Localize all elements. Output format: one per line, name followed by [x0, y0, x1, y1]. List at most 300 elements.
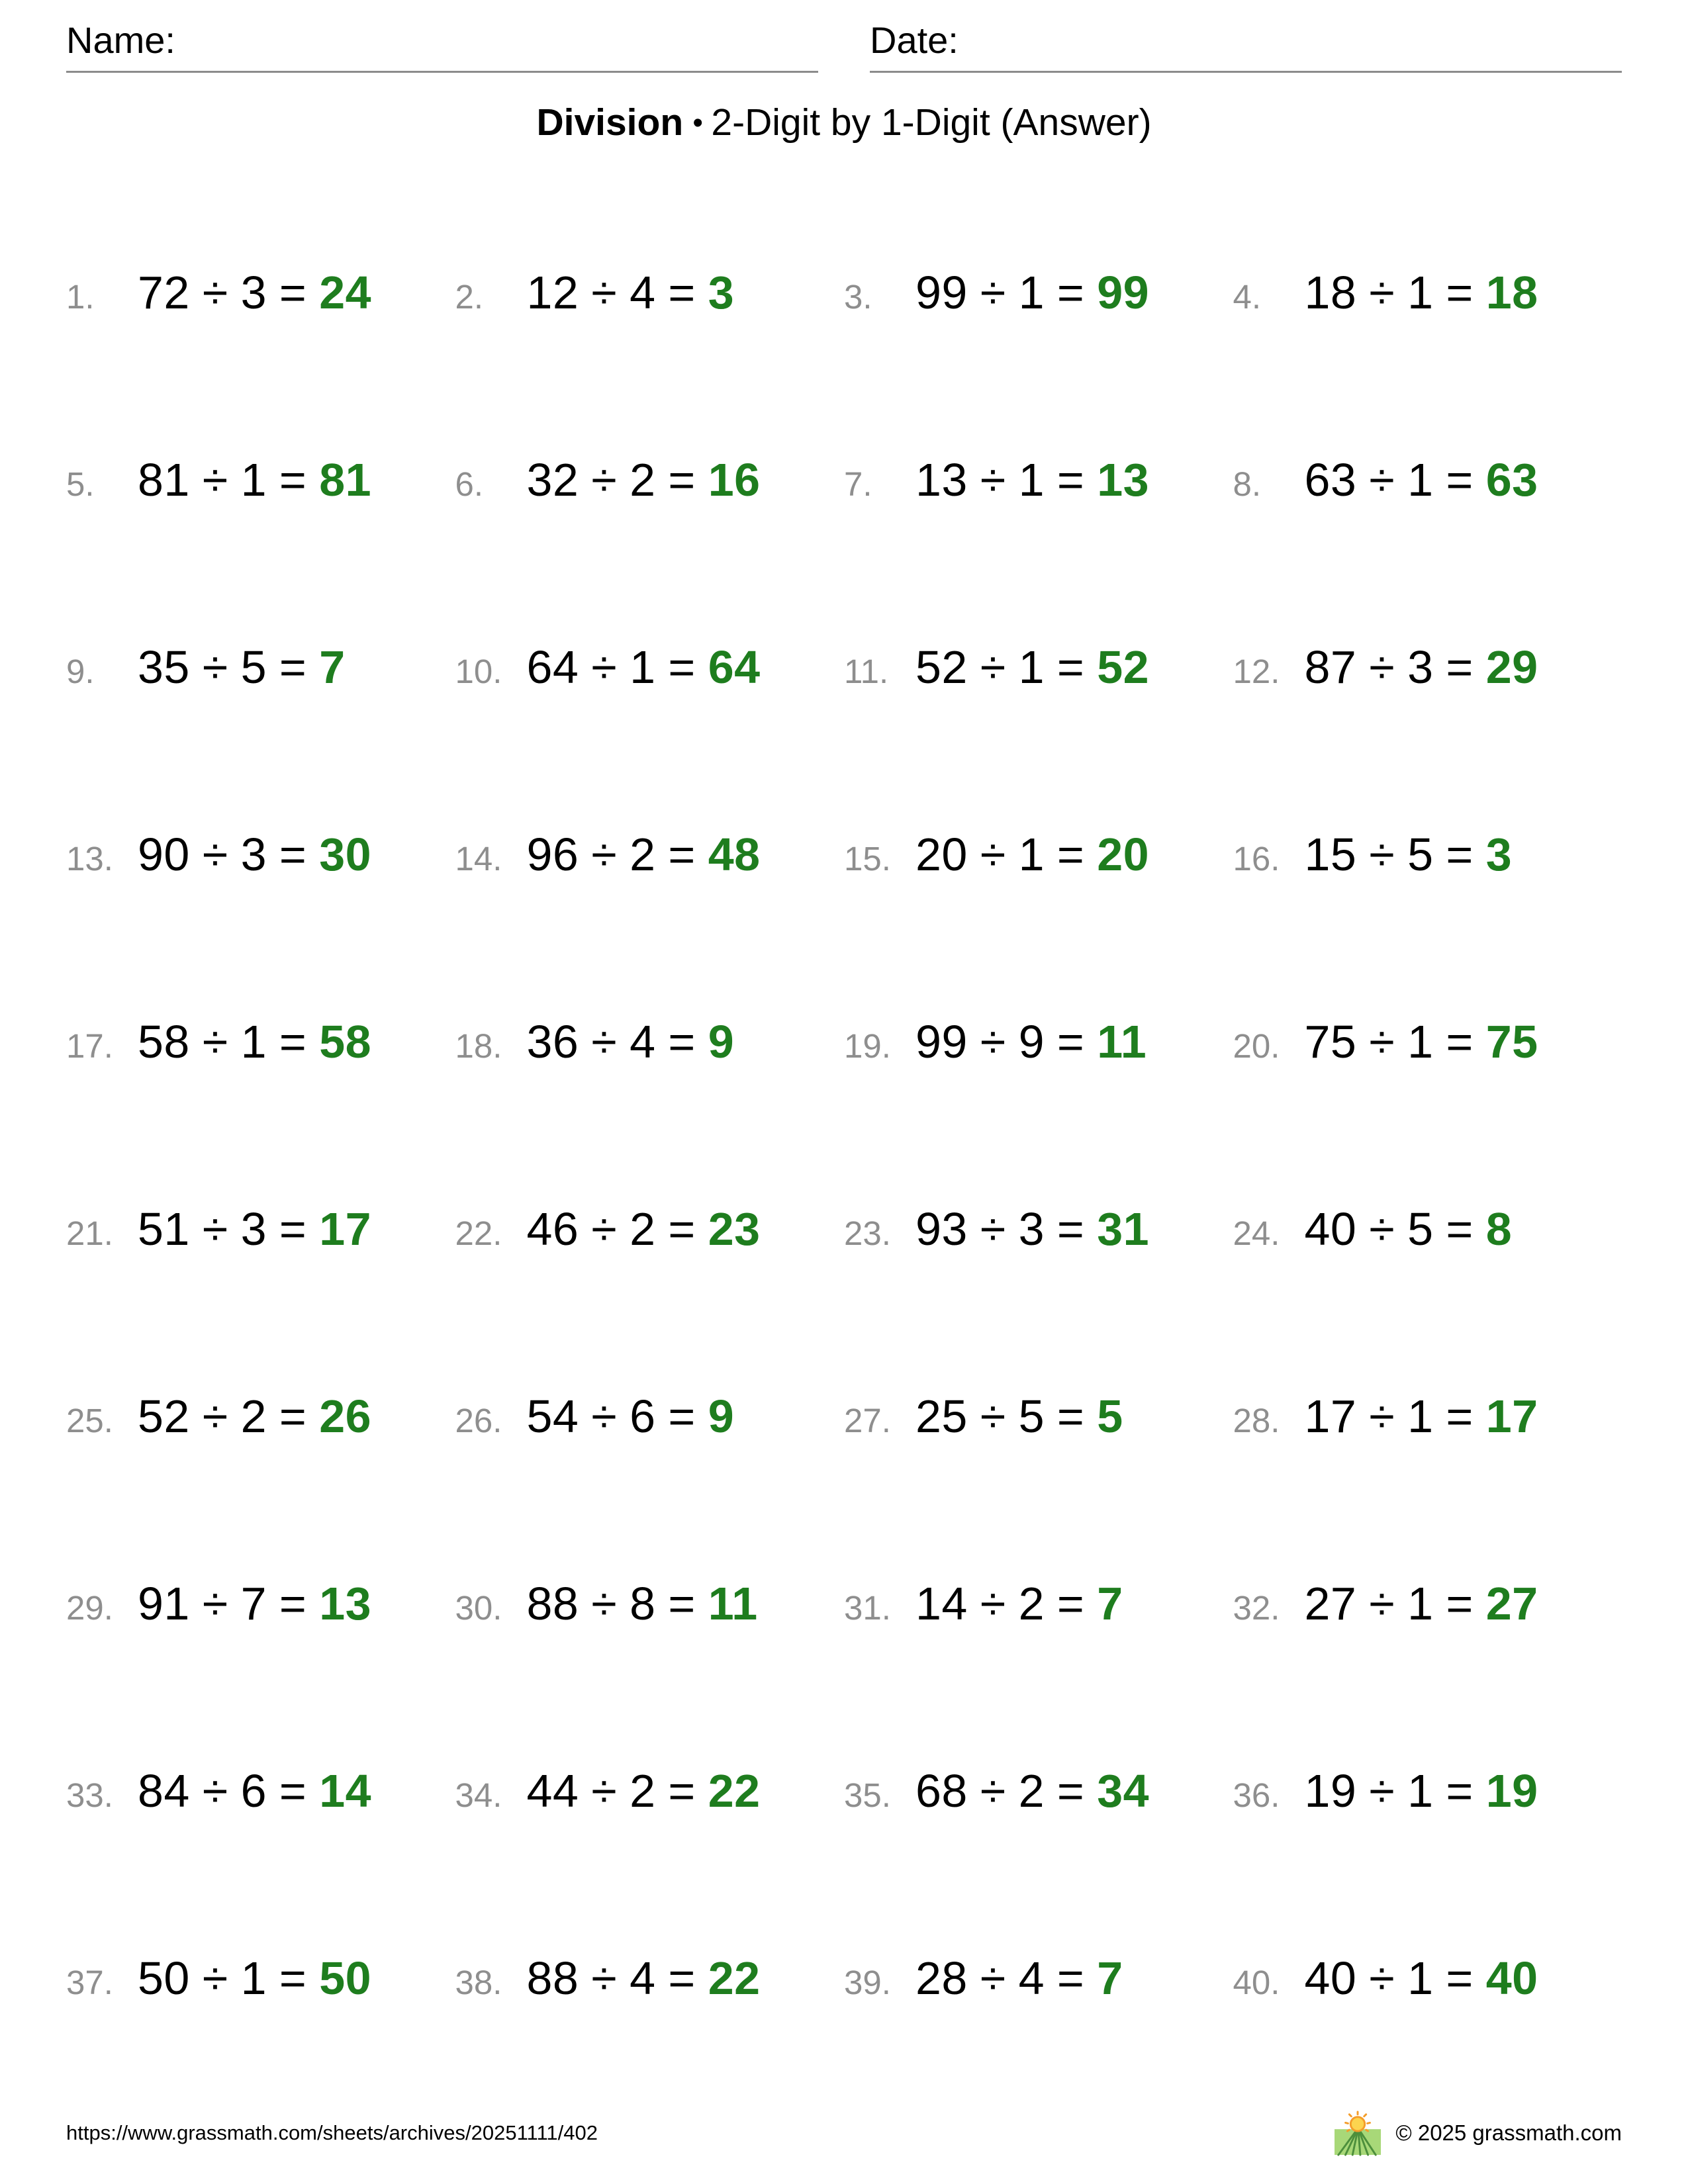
equals-sign: = — [1446, 1952, 1474, 2004]
divide-sign: ÷ — [1369, 1203, 1395, 1255]
problem-equation — [527, 1577, 758, 1630]
equals-sign: = — [1446, 453, 1474, 506]
problem-item — [455, 1015, 845, 1068]
answer: 30 — [319, 828, 372, 880]
equals-sign: = — [668, 1577, 696, 1629]
dividend: 99 — [915, 1015, 968, 1068]
problem-number: 20. — [1233, 1026, 1280, 1065]
answer: 9 — [708, 1390, 735, 1442]
title-main: Division — [536, 101, 684, 144]
header — [66, 19, 1622, 73]
equals-sign: = — [279, 828, 307, 880]
divide-sign: ÷ — [202, 1764, 228, 1817]
divide-sign: ÷ — [1369, 828, 1395, 880]
divisor: 1 — [630, 641, 656, 693]
problem-equation — [527, 1764, 761, 1817]
answer: 16 — [708, 453, 761, 506]
dividend: 44 — [526, 1764, 579, 1817]
problem-equation — [1305, 453, 1538, 506]
problem-equation — [915, 1203, 1149, 1255]
equals-sign: = — [1446, 266, 1474, 318]
divide-sign: ÷ — [980, 1203, 1006, 1255]
date-label: Date: — [870, 19, 959, 61]
problem-item — [844, 1390, 1233, 1443]
problem-number: 38. — [455, 1963, 502, 2001]
answer: 11 — [708, 1577, 758, 1629]
problem-equation — [138, 641, 346, 694]
divide-sign: ÷ — [1369, 1952, 1395, 2004]
divisor: 5 — [240, 641, 267, 693]
answer: 8 — [1485, 1203, 1513, 1255]
divide-sign: ÷ — [1369, 453, 1395, 506]
problem-number: 6. — [455, 465, 484, 503]
equals-sign: = — [1056, 1764, 1085, 1817]
dividend: 51 — [138, 1203, 190, 1255]
equals-sign: = — [668, 453, 696, 506]
divisor: 1 — [1018, 828, 1045, 880]
answer: 22 — [708, 1764, 761, 1817]
divide-sign: ÷ — [202, 266, 228, 318]
equals-sign: = — [1446, 828, 1474, 880]
divisor: 2 — [630, 1203, 656, 1255]
problem-equation — [527, 641, 761, 694]
answer: 40 — [1485, 1952, 1538, 2004]
answer: 50 — [319, 1952, 372, 2004]
divisor: 2 — [630, 828, 656, 880]
dividend: 18 — [1304, 266, 1357, 318]
divide-sign: ÷ — [202, 1390, 228, 1442]
dividend: 52 — [915, 641, 968, 693]
problem-number: 28. — [1233, 1401, 1280, 1439]
answer: 52 — [1097, 641, 1150, 693]
divisor: 6 — [240, 1764, 267, 1817]
dividend: 64 — [526, 641, 579, 693]
dividend: 87 — [1304, 641, 1357, 693]
problem-equation — [527, 266, 735, 319]
problem-equation — [915, 1764, 1149, 1817]
problem-item — [1233, 1952, 1622, 2005]
divide-sign: ÷ — [202, 641, 228, 693]
dividend: 25 — [915, 1390, 968, 1442]
dividend: 46 — [526, 1203, 579, 1255]
answer: 7 — [319, 641, 346, 693]
problem-item — [455, 828, 845, 881]
dividend: 20 — [915, 828, 968, 880]
equals-sign: = — [279, 1952, 307, 2004]
problem-equation — [138, 1390, 371, 1443]
answer: 7 — [1097, 1952, 1123, 2004]
equals-sign: = — [1056, 453, 1085, 506]
equals-sign: = — [279, 641, 307, 693]
answer: 99 — [1097, 266, 1150, 318]
divide-sign: ÷ — [202, 1015, 228, 1068]
problem-equation — [1305, 266, 1538, 319]
problem-number: 25. — [66, 1401, 113, 1439]
problem-item — [1233, 1203, 1622, 1255]
problem-number: 33. — [66, 1776, 113, 1814]
dividend: 88 — [526, 1577, 579, 1629]
answer: 23 — [708, 1203, 761, 1255]
equals-sign: = — [668, 1952, 696, 2004]
problem-number: 3. — [844, 277, 872, 316]
dividend: 93 — [915, 1203, 968, 1255]
problem-equation — [915, 1952, 1123, 2005]
divide-sign: ÷ — [980, 1015, 1006, 1068]
divisor: 4 — [1018, 1952, 1045, 2004]
divisor: 1 — [1407, 1577, 1434, 1629]
problem-item — [1233, 453, 1622, 506]
problem-item — [66, 1577, 455, 1630]
problem-number: 10. — [455, 652, 502, 690]
equals-sign: = — [1446, 1390, 1474, 1442]
divide-sign: ÷ — [980, 1764, 1006, 1817]
copyright-text: © 2025 grassmath.com — [1395, 2120, 1622, 2145]
divide-sign: ÷ — [591, 453, 618, 506]
problem-equation — [527, 1390, 735, 1443]
dividend: 81 — [138, 453, 190, 506]
problem-item — [844, 453, 1233, 506]
dividend: 36 — [526, 1015, 579, 1068]
answer: 11 — [1097, 1015, 1147, 1068]
answer: 17 — [1485, 1390, 1538, 1442]
divisor: 4 — [630, 1952, 656, 2004]
footer-url: https://www.grassmath.com/sheets/archives/20251111/402 — [66, 2121, 598, 2144]
problem-number: 7. — [844, 465, 872, 503]
answer: 29 — [1485, 641, 1538, 693]
problem-equation — [138, 1577, 371, 1630]
dividend: 63 — [1304, 453, 1357, 506]
dividend: 13 — [915, 453, 968, 506]
equals-sign: = — [279, 453, 307, 506]
problems-grid — [66, 199, 1622, 2071]
divide-sign: ÷ — [980, 1390, 1006, 1442]
divide-sign: ÷ — [1369, 1015, 1395, 1068]
equals-sign: = — [668, 266, 696, 318]
problem-item — [1233, 1577, 1622, 1630]
dividend: 54 — [526, 1390, 579, 1442]
problem-equation — [915, 828, 1149, 881]
grassmath-logo-icon — [1335, 2110, 1381, 2156]
problem-number: 27. — [844, 1401, 891, 1439]
answer: 64 — [708, 641, 761, 693]
divisor: 1 — [1018, 453, 1045, 506]
divide-sign: ÷ — [980, 641, 1006, 693]
answer: 27 — [1485, 1577, 1538, 1629]
equals-sign: = — [668, 641, 696, 693]
problem-equation — [1305, 641, 1538, 694]
problem-number: 26. — [455, 1401, 502, 1439]
answer: 75 — [1485, 1015, 1538, 1068]
dividend: 68 — [915, 1764, 968, 1817]
dividend: 40 — [1304, 1203, 1357, 1255]
divisor: 3 — [240, 1203, 267, 1255]
problem-equation — [1305, 1203, 1513, 1255]
divide-sign: ÷ — [1369, 1577, 1395, 1629]
divide-sign: ÷ — [202, 828, 228, 880]
equals-sign: = — [668, 828, 696, 880]
problem-equation — [138, 1952, 371, 2005]
divide-sign: ÷ — [980, 828, 1006, 880]
problem-number: 15. — [844, 839, 891, 878]
dividend: 50 — [138, 1952, 190, 2004]
problem-number: 2. — [455, 277, 484, 316]
problem-item — [66, 266, 455, 319]
problem-number: 37. — [66, 1963, 113, 2001]
brand — [1335, 2110, 1622, 2156]
dividend: 12 — [526, 266, 579, 318]
equals-sign: = — [279, 266, 307, 318]
problem-item — [1233, 828, 1622, 881]
problem-number: 23. — [844, 1214, 891, 1252]
problem-number: 32. — [1233, 1588, 1280, 1627]
dividend: 52 — [138, 1390, 190, 1442]
answer: 7 — [1097, 1577, 1123, 1629]
answer: 63 — [1485, 453, 1538, 506]
problem-item — [455, 266, 845, 319]
problem-number: 35. — [844, 1776, 891, 1814]
divisor: 1 — [1407, 1015, 1434, 1068]
problem-item — [844, 1952, 1233, 2005]
problem-equation — [527, 453, 761, 506]
divide-sign: ÷ — [202, 1203, 228, 1255]
problem-number: 1. — [66, 277, 95, 316]
problem-item — [66, 828, 455, 881]
divide-sign: ÷ — [980, 1577, 1006, 1629]
divide-sign: ÷ — [591, 1015, 618, 1068]
problem-item — [66, 1390, 455, 1443]
answer: 3 — [708, 266, 735, 318]
answer: 26 — [319, 1390, 372, 1442]
problem-equation — [138, 828, 371, 881]
problem-number: 14. — [455, 839, 502, 878]
problem-equation — [527, 1203, 761, 1255]
dividend: 90 — [138, 828, 190, 880]
problem-equation — [138, 453, 371, 506]
footer — [66, 2110, 1622, 2156]
divisor: 1 — [240, 1015, 267, 1068]
divide-sign: ÷ — [591, 1203, 618, 1255]
problem-item — [455, 1390, 845, 1443]
answer: 31 — [1097, 1203, 1150, 1255]
problem-item — [844, 1203, 1233, 1255]
divisor: 5 — [1407, 1203, 1434, 1255]
equals-sign: = — [668, 1764, 696, 1817]
problem-item — [844, 1764, 1233, 1817]
dividend: 40 — [1304, 1952, 1357, 2004]
answer: 58 — [319, 1015, 372, 1068]
problem-equation — [915, 266, 1149, 319]
problem-item — [455, 1952, 845, 2005]
equals-sign: = — [1446, 1577, 1474, 1629]
title-subtitle: 2-Digit by 1-Digit (Answer) — [711, 101, 1152, 144]
dividend: 84 — [138, 1764, 190, 1817]
divide-sign: ÷ — [202, 1952, 228, 2004]
problem-number: 18. — [455, 1026, 502, 1065]
page-title — [66, 101, 1622, 144]
divide-sign: ÷ — [1369, 1390, 1395, 1442]
dividend: 91 — [138, 1577, 190, 1629]
divide-sign: ÷ — [1369, 266, 1395, 318]
problem-number: 39. — [844, 1963, 891, 2001]
divisor: 4 — [630, 266, 656, 318]
problem-equation — [915, 453, 1149, 506]
dividend: 35 — [138, 641, 190, 693]
divide-sign: ÷ — [980, 266, 1006, 318]
divisor: 1 — [1407, 1952, 1434, 2004]
problem-equation — [915, 1015, 1147, 1068]
equals-sign: = — [668, 1015, 696, 1068]
problem-equation — [1305, 1764, 1538, 1817]
problem-number: 5. — [66, 465, 95, 503]
answer: 24 — [319, 266, 372, 318]
dividend: 88 — [526, 1952, 579, 2004]
problem-number: 30. — [455, 1588, 502, 1627]
divisor: 7 — [240, 1577, 267, 1629]
name-field — [66, 19, 818, 73]
equals-sign: = — [1446, 1203, 1474, 1255]
divisor: 6 — [630, 1390, 656, 1442]
equals-sign: = — [668, 1390, 696, 1442]
divisor: 1 — [240, 453, 267, 506]
dividend: 19 — [1304, 1764, 1357, 1817]
problem-item — [66, 1764, 455, 1817]
equals-sign: = — [1056, 1952, 1085, 2004]
problem-item — [1233, 266, 1622, 319]
problem-number: 22. — [455, 1214, 502, 1252]
problem-equation — [1305, 1390, 1538, 1443]
divisor: 3 — [1407, 641, 1434, 693]
dividend: 32 — [526, 453, 579, 506]
divide-sign: ÷ — [591, 641, 618, 693]
divisor: 1 — [1407, 266, 1434, 318]
dividend: 17 — [1304, 1390, 1357, 1442]
problem-item — [455, 1577, 845, 1630]
divisor: 5 — [1407, 828, 1434, 880]
problem-number: 11. — [844, 652, 889, 690]
answer: 18 — [1485, 266, 1538, 318]
equals-sign: = — [279, 1015, 307, 1068]
problem-equation — [915, 1577, 1123, 1630]
answer: 48 — [708, 828, 761, 880]
equals-sign: = — [1446, 641, 1474, 693]
divisor: 2 — [630, 1764, 656, 1817]
problem-equation — [527, 828, 761, 881]
divisor: 5 — [1018, 1390, 1045, 1442]
problem-item — [66, 1203, 455, 1255]
problem-number: 34. — [455, 1776, 502, 1814]
divisor: 1 — [1407, 1764, 1434, 1817]
problem-number: 31. — [844, 1588, 891, 1627]
problem-item — [844, 266, 1233, 319]
problem-item — [844, 828, 1233, 881]
equals-sign: = — [279, 1577, 307, 1629]
problem-equation — [1305, 828, 1513, 881]
equals-sign: = — [1056, 1390, 1085, 1442]
divide-sign: ÷ — [591, 828, 618, 880]
problem-item — [844, 1577, 1233, 1630]
divisor: 9 — [1018, 1015, 1045, 1068]
problem-item — [1233, 1390, 1622, 1443]
name-label: Name: — [66, 19, 175, 61]
date-field — [870, 19, 1622, 73]
equals-sign: = — [1056, 1203, 1085, 1255]
equals-sign: = — [279, 1203, 307, 1255]
problem-item — [1233, 641, 1622, 694]
problem-item — [844, 641, 1233, 694]
divide-sign: ÷ — [591, 266, 618, 318]
divide-sign: ÷ — [591, 1577, 618, 1629]
problem-equation — [1305, 1952, 1538, 2005]
answer: 13 — [319, 1577, 372, 1629]
problem-number: 12. — [1233, 652, 1280, 690]
title-separator: • — [692, 107, 703, 140]
divisor: 2 — [240, 1390, 267, 1442]
divisor: 2 — [630, 453, 656, 506]
divide-sign: ÷ — [591, 1952, 618, 2004]
answer: 22 — [708, 1952, 761, 2004]
answer: 17 — [319, 1203, 372, 1255]
problem-item — [455, 641, 845, 694]
answer: 34 — [1097, 1764, 1150, 1817]
divide-sign: ÷ — [1369, 641, 1395, 693]
divisor: 1 — [240, 1952, 267, 2004]
answer: 3 — [1485, 828, 1513, 880]
divisor: 1 — [1407, 453, 1434, 506]
equals-sign: = — [668, 1203, 696, 1255]
equals-sign: = — [1446, 1764, 1474, 1817]
divide-sign: ÷ — [202, 453, 228, 506]
equals-sign: = — [279, 1764, 307, 1817]
divisor: 1 — [1018, 266, 1045, 318]
divide-sign: ÷ — [591, 1764, 618, 1817]
equals-sign: = — [1446, 1015, 1474, 1068]
problem-equation — [527, 1952, 761, 2005]
divisor: 8 — [630, 1577, 656, 1629]
problem-equation — [1305, 1577, 1538, 1630]
problem-item — [455, 453, 845, 506]
dividend: 14 — [915, 1577, 968, 1629]
dividend: 75 — [1304, 1015, 1357, 1068]
divisor: 1 — [1018, 641, 1045, 693]
dividend: 28 — [915, 1952, 968, 2004]
equals-sign: = — [279, 1390, 307, 1442]
divisor: 3 — [240, 266, 267, 318]
answer: 81 — [319, 453, 372, 506]
answer: 19 — [1485, 1764, 1538, 1817]
dividend: 27 — [1304, 1577, 1357, 1629]
problem-equation — [915, 1390, 1123, 1443]
divisor: 3 — [240, 828, 267, 880]
problem-number: 40. — [1233, 1963, 1280, 2001]
divide-sign: ÷ — [980, 1952, 1006, 2004]
answer: 20 — [1097, 828, 1150, 880]
problem-number: 9. — [66, 652, 95, 690]
equals-sign: = — [1056, 1015, 1085, 1068]
problem-number: 24. — [1233, 1214, 1280, 1252]
problem-number: 19. — [844, 1026, 891, 1065]
problem-equation — [138, 1203, 371, 1255]
equals-sign: = — [1056, 266, 1085, 318]
dividend: 72 — [138, 266, 190, 318]
equals-sign: = — [1056, 828, 1085, 880]
divisor: 2 — [1018, 1764, 1045, 1817]
dividend: 15 — [1304, 828, 1357, 880]
dividend: 96 — [526, 828, 579, 880]
problem-item — [66, 453, 455, 506]
problem-number: 4. — [1233, 277, 1262, 316]
dividend: 99 — [915, 266, 968, 318]
divisor: 4 — [630, 1015, 656, 1068]
